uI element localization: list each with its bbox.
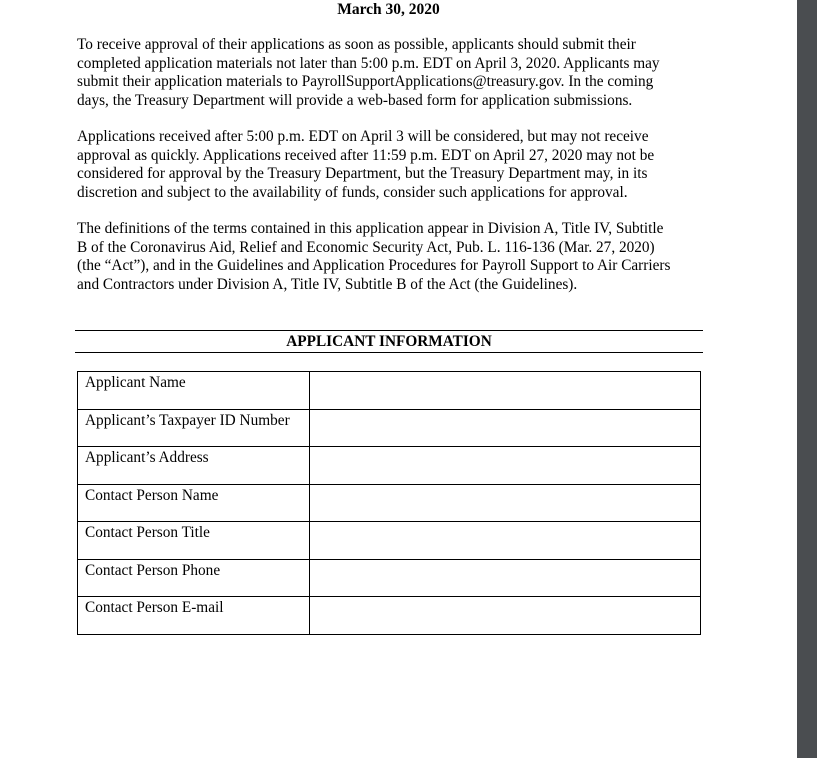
field-input-taxpayer-id[interactable] bbox=[310, 409, 701, 447]
field-label-contact-name: Contact Person Name bbox=[78, 484, 310, 522]
submission-deadline-paragraph bbox=[77, 36, 707, 111]
section-divider-top bbox=[75, 330, 703, 331]
table-row bbox=[78, 597, 701, 635]
field-input-contact-email[interactable] bbox=[310, 597, 701, 635]
definitions-paragraph bbox=[77, 220, 707, 295]
field-label-contact-phone: Contact Person Phone bbox=[78, 559, 310, 597]
table-row bbox=[78, 484, 701, 522]
paragraph-line: approval as quickly. Applications received after 11:59 p.m. EDT on April 27, 2020 may not be bbox=[77, 146, 655, 164]
applicant-info-heading: APPLICANT INFORMATION bbox=[286, 333, 492, 350]
applicant-info-table bbox=[77, 371, 701, 635]
field-input-contact-title[interactable] bbox=[310, 522, 701, 560]
paragraph-line: Applications received after 5:00 p.m. EDT on April 3 will be considered, but may not receive bbox=[77, 128, 649, 145]
section-divider-bottom bbox=[75, 352, 703, 353]
field-input-contact-phone[interactable] bbox=[310, 559, 701, 597]
paragraph-line: The definitions of the terms contained in this application appear in Division A, Title IV, Subtitle bbox=[77, 220, 664, 237]
table-row bbox=[78, 372, 701, 410]
field-input-applicant-name[interactable] bbox=[310, 372, 701, 410]
viewer-scrollbar[interactable] bbox=[797, 0, 817, 758]
paragraph-line: B of the Coronavirus Aid, Relief and Economic Security Act, Pub. L. 116-136 (Mar. 27, 2020) bbox=[77, 238, 655, 256]
table-row bbox=[78, 409, 701, 447]
paragraph-line: discretion and subject to the availability of funds, consider such applications for approval. bbox=[77, 184, 628, 202]
table-row bbox=[78, 447, 701, 485]
paragraph-line: To receive approval of their applications as soon as possible, applicants should submit their bbox=[77, 36, 636, 53]
paragraph-line: and Contractors under Division A, Title IV, Subtitle B of the Act (the Guidelines). bbox=[77, 276, 578, 294]
paragraph-line: submit their application materials to PayrollSupportApplications@treasury.gov. In the coming bbox=[77, 73, 654, 91]
late-applications-paragraph bbox=[77, 128, 707, 203]
field-label-taxpayer-id: Applicant’s Taxpayer ID Number bbox=[78, 409, 310, 447]
field-label-applicant-name: Applicant Name bbox=[78, 372, 310, 410]
table-row bbox=[78, 559, 701, 597]
paragraph-line: days, the Treasury Department will provide a web-based form for application submissions. bbox=[77, 92, 633, 110]
field-label-contact-email: Contact Person E-mail bbox=[78, 597, 310, 635]
field-input-contact-name[interactable] bbox=[310, 484, 701, 522]
table-row bbox=[78, 522, 701, 560]
field-input-applicant-address[interactable] bbox=[310, 447, 701, 485]
field-label-contact-title: Contact Person Title bbox=[78, 522, 310, 560]
field-label-applicant-address: Applicant’s Address bbox=[78, 447, 310, 485]
paragraph-line: considered for approval by the Treasury Department, but the Treasury Department may, in its bbox=[77, 165, 648, 183]
paragraph-line: completed application materials not later than 5:00 p.m. EDT on April 3, 2020. Applicants may bbox=[77, 54, 660, 72]
document-date: March 30, 2020 bbox=[337, 1, 440, 18]
paragraph-line: (the “Act”), and in the Guidelines and Application Procedures for Payroll Support to Air Carriers bbox=[77, 257, 671, 275]
